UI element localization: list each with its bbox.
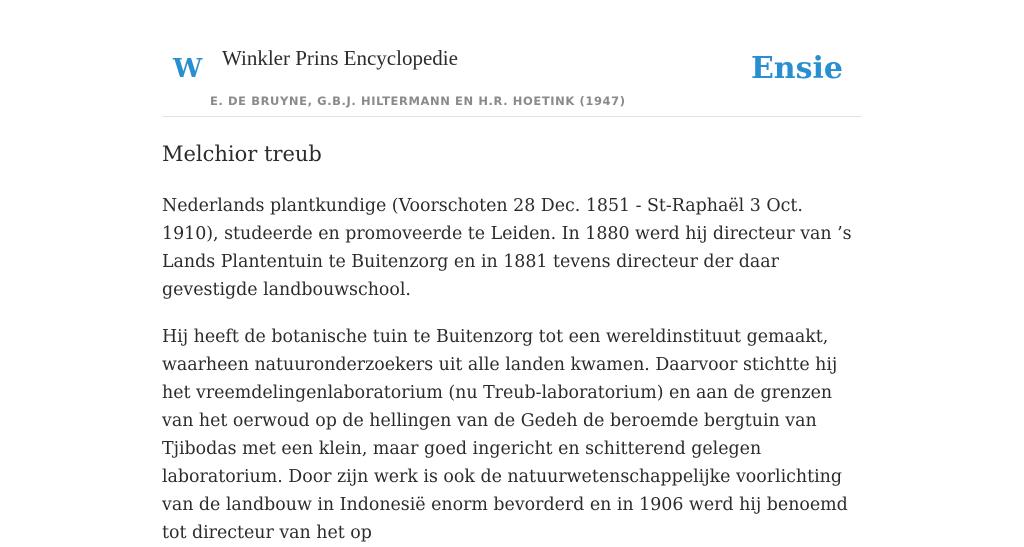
ensie-brand-logo[interactable]: Ensie (750, 51, 843, 86)
article-paragraph: Nederlands plantkundige (Voorschoten 28 Dec. 1851 - St-Raphaël 3 Oct. 1910), studeerde en promoveerde te Leiden. In 1880 werd hij directeur van ’s Lands Plantentuin te Buitenzorg en in 1881 tevens directeur der daar gevestigde landbouwschool. (162, 196, 852, 300)
book-title-link[interactable]: Winkler Prins Encyclopedie (222, 46, 458, 70)
book-authors: E. DE BRUYNE, G.B.J. HILTERMANN EN H.R. HOETINK (1947) (210, 94, 626, 108)
site-header (162, 0, 862, 117)
article-title: Melchior treub (162, 142, 322, 166)
winkler-prins-logo[interactable]: W (173, 54, 203, 84)
article-paragraph: Hij heeft de botanische tuin te Buitenzorg tot een wereldinstituut gemaakt, waarheen natuuronderzoekers uit alle landen kwamen. Daarvoor stichtte hij het vreemdelingenlaboratorium (nu Treub-laboratorium) en aan de grenzen van het oerwoud op de hellingen van de Gedeh de beroemde bergtuin van Tjibodas met een klein, maar goed ingericht en schitterend gelegen laboratorium. Door zijn werk is ook de natuurwetenschappelijke voorlichting van de landbouw in Indonesië enorm bevorderd en in 1906 werd hij benoemd tot directeur van het op (162, 327, 848, 543)
article (162, 138, 862, 547)
